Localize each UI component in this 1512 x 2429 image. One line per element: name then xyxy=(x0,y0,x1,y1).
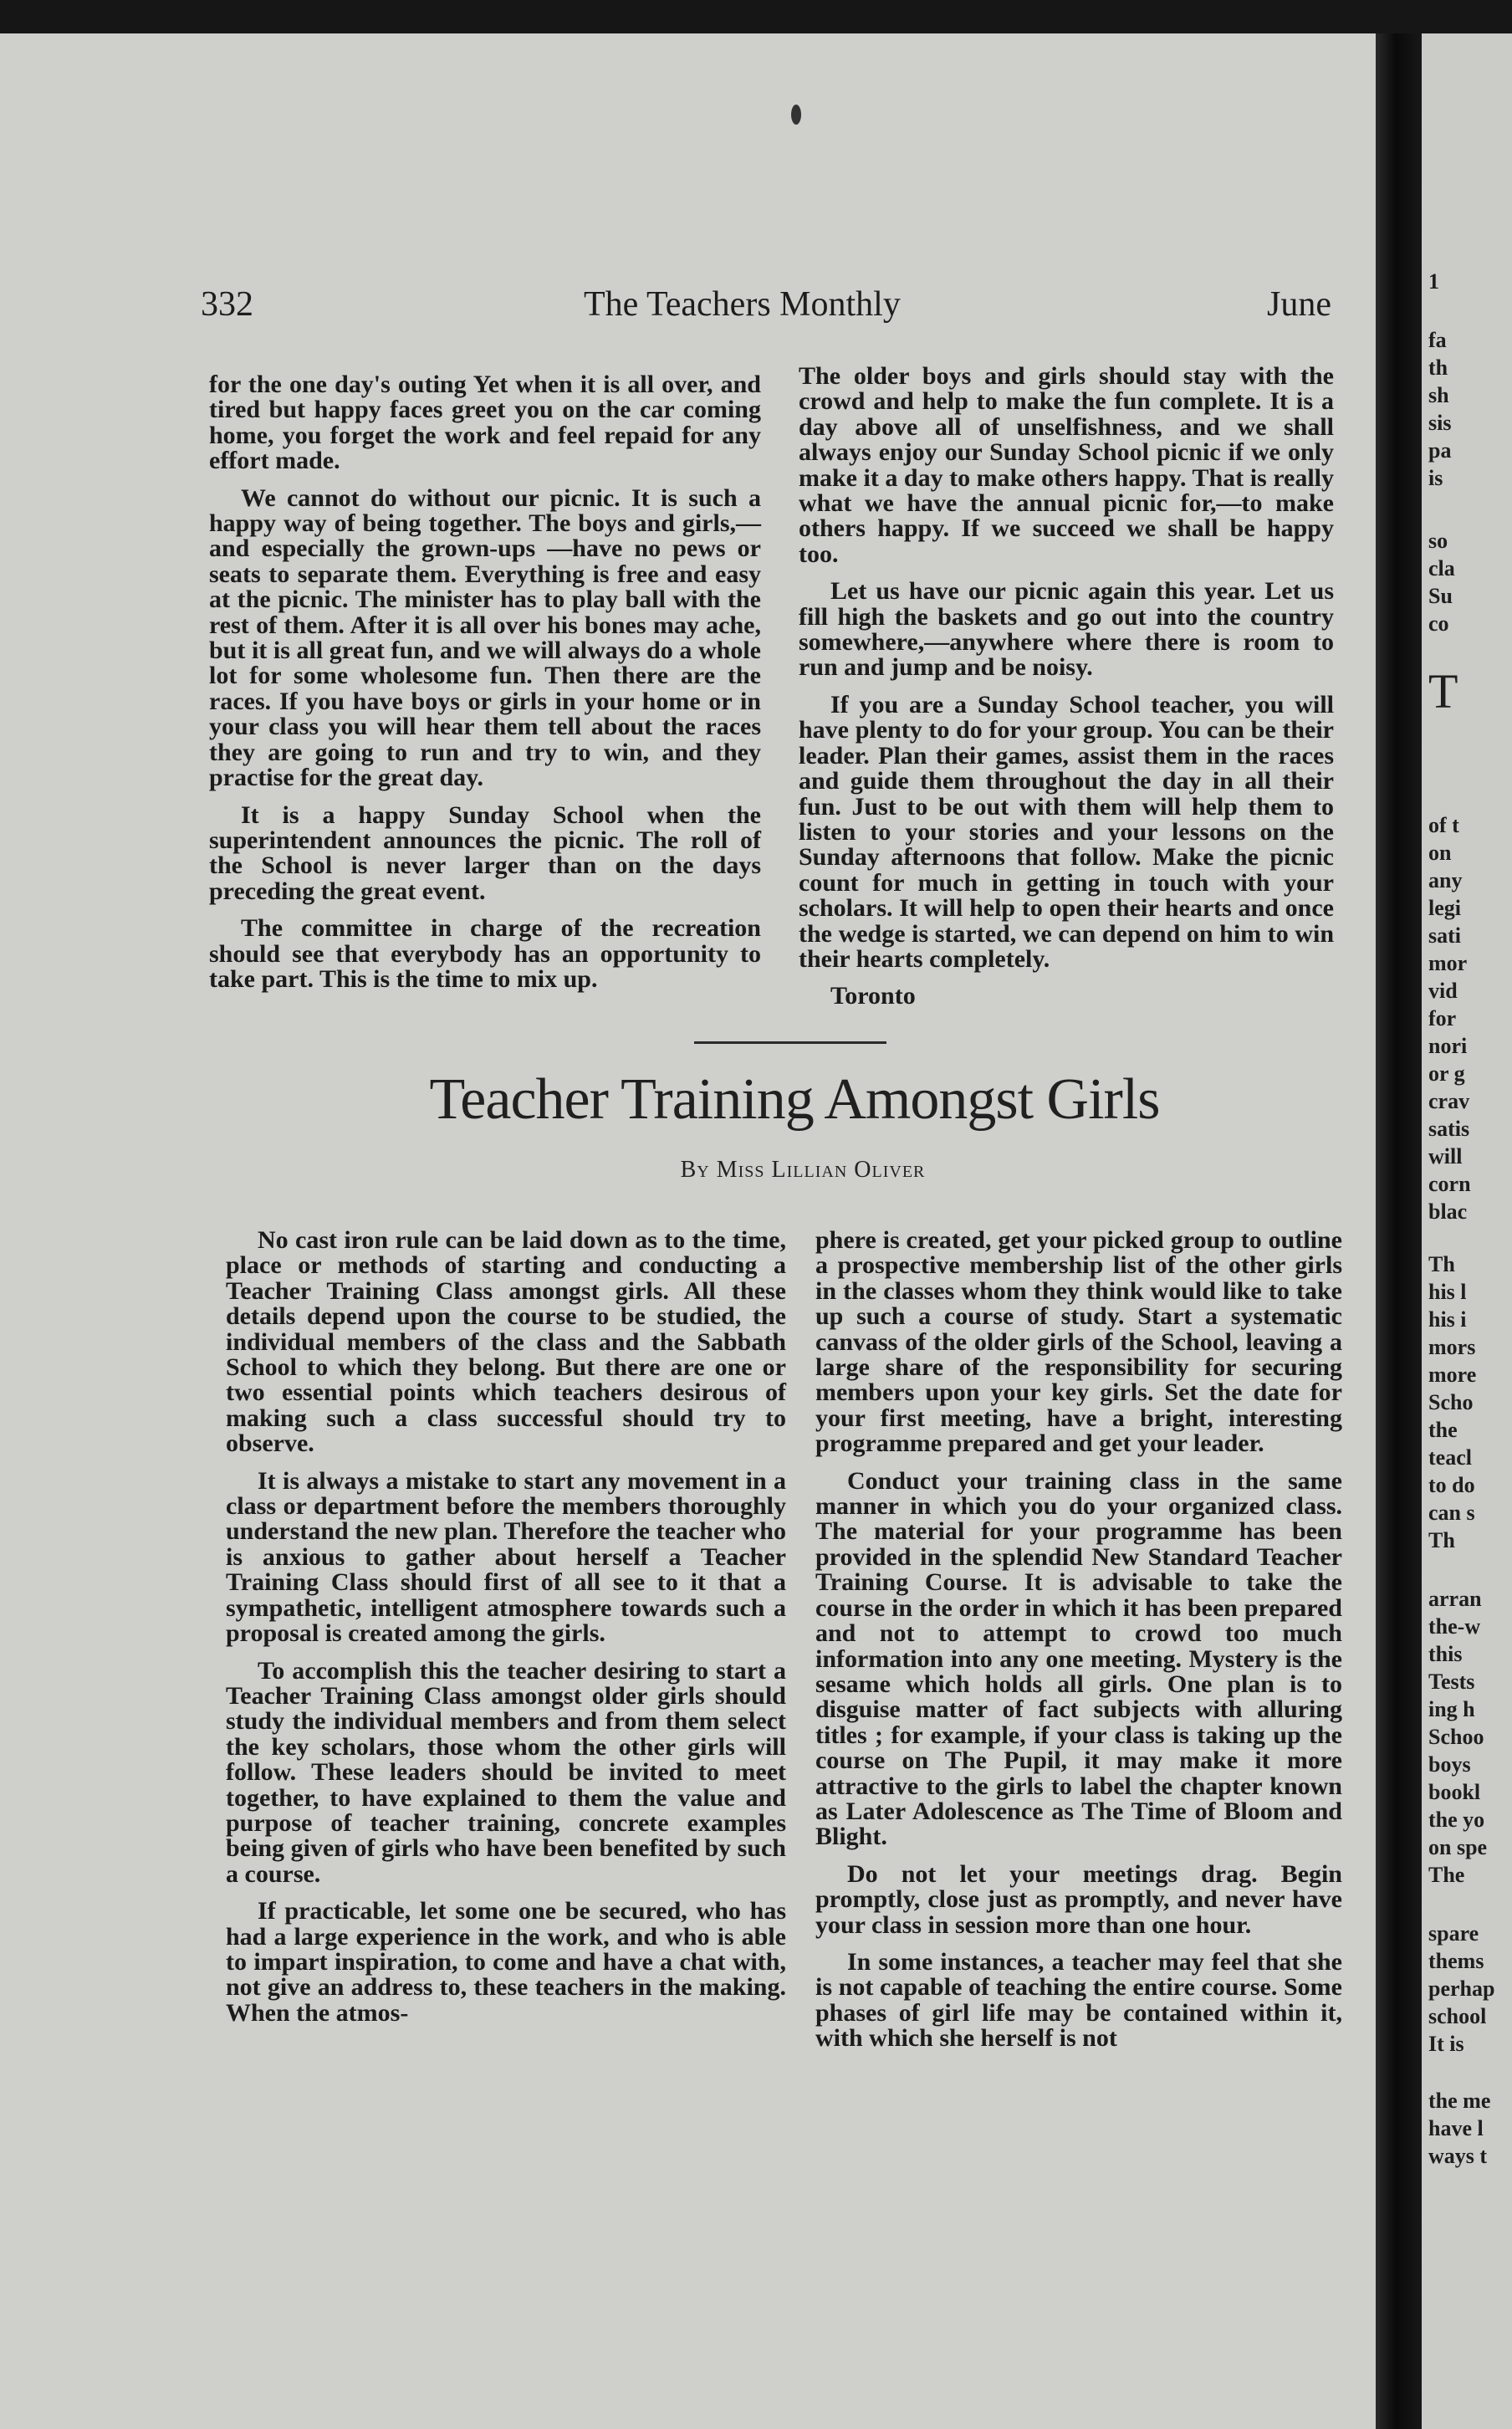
paragraph: It is always a mistake to start any movement in a class or department before the members thoroughly understand the new plan. Therefore the teacher who is anxious to gather about herself a Teacher Training Class should first of all see to it that a sympathetic, intelligent atmosphere towards such a proposal is created among the girls. xyxy=(226,1466,786,1648)
next-page-text-fragment: 1 xyxy=(1428,269,1439,294)
paragraph: If practicable, let some one be secured, who has had a large experience in the work, and who is able to impart inspiration, to come and have a chat with, not give an address to, these teachers in the making. When the atmos- xyxy=(226,1897,786,2027)
next-page-text-fragment: cla xyxy=(1428,556,1455,580)
next-page-text-fragment: to do xyxy=(1428,1473,1475,1497)
next-page-text-fragment: vid xyxy=(1428,979,1458,1003)
paragraph: Do not let your meetings drag. Begin promptly, close just as promptly, and never have your class in session more than one hour. xyxy=(815,1859,1342,1939)
signoff-location: Toronto xyxy=(830,982,916,1010)
next-page-text-fragment: Th xyxy=(1428,1528,1455,1552)
next-page-text-fragment: bookl xyxy=(1428,1780,1481,1804)
article-byline: By Miss Lillian Oliver xyxy=(680,1157,926,1183)
paragraph: The committee in charge of the recreation should see that everybody has an opportunity to take part. This is the time to mix up. xyxy=(209,914,761,993)
next-page-text-fragment: T xyxy=(1428,664,1458,718)
next-page-text-fragment: ways t xyxy=(1428,2144,1488,2168)
next-page-text-fragment: will xyxy=(1428,1144,1463,1168)
page-number: 332 xyxy=(201,285,253,324)
next-page-text-fragment: more xyxy=(1428,1363,1477,1387)
next-page-text-fragment: mor xyxy=(1428,951,1468,975)
next-page-text-fragment: co xyxy=(1428,611,1449,636)
next-page-text-fragment: is xyxy=(1428,466,1443,490)
next-page-text-fragment: the me xyxy=(1428,2089,1491,2113)
next-page-text-fragment: for xyxy=(1428,1006,1457,1030)
next-page-text-fragment: the yo xyxy=(1428,1808,1485,1832)
next-page-text-fragment: mors xyxy=(1428,1335,1476,1359)
next-page-text-fragment: pa xyxy=(1428,438,1452,463)
next-page-text-fragment: have l xyxy=(1428,2116,1484,2140)
next-page-text-fragment: crav xyxy=(1428,1089,1470,1113)
paragraph: for the one day's outing Yet when it is all over, and tired but happy faces greet you on the car coming home, you forget the work and feel repaid for any effort made. xyxy=(209,371,761,475)
next-page-text-fragment: or g xyxy=(1428,1061,1465,1086)
paragraph: No cast iron rule can be laid down as to the time, place or methods of starting and conducting a Teacher Training Class amongst girls. All these details depend upon the course to be studied, the individual members of the class and the Sabbath School to which they belong. But there are one or two essential points which teachers desirous of making such a class successful should try to observe. xyxy=(226,1226,786,1458)
next-page-text-fragment: Th xyxy=(1428,1252,1455,1276)
next-page-text-fragment: sis xyxy=(1428,411,1452,435)
article-left-column xyxy=(226,1228,786,2038)
next-page-text-fragment: Schoo xyxy=(1428,1725,1484,1749)
top-right-column xyxy=(799,364,1334,1021)
paragraph: To accomplish this the teacher desiring to start a Teacher Training Class amongst older girls should study the individual members and from them select the key scholars, those whom the other girls will follow. These leaders should be invited to meet together, to have explained to them the value and purpose of teacher training, concrete examples being given of girls who have been benefited by such a course. xyxy=(226,1656,786,1888)
next-page-text-fragment: Tests xyxy=(1428,1670,1475,1694)
next-page-text-fragment: ing h xyxy=(1428,1697,1475,1721)
next-page-text-fragment: blac xyxy=(1428,1199,1468,1224)
paragraph: The older boys and girls should stay with the crowd and help to make the fun complete. It is a day above all of unselfishness, and we shall always enjoy our Sunday School picnic if we only make it a day to make others happy. That is really what we have the annual picnic for,—to make others happy. If we succeed we shall be happy too. xyxy=(799,362,1334,568)
next-page-text-fragment: the xyxy=(1428,1418,1458,1442)
next-page-text-fragment: corn xyxy=(1428,1172,1471,1196)
book-page xyxy=(0,33,1388,2429)
paragraph: It is a happy Sunday School when the superintendent announces the picnic. The roll of the School is never larger than on the days preceding the great event. xyxy=(209,800,761,905)
next-page-text-fragment: any xyxy=(1428,868,1463,892)
page-gutter xyxy=(1376,33,1426,2429)
next-page-text-fragment: on spe xyxy=(1428,1835,1488,1859)
paragraph: Let us have our picnic again this year. Let us fill high the baskets and go out into the country somewhere,—anywhere where there is room to run and jump and be noisy. xyxy=(799,577,1334,682)
next-page-text-fragment: sh xyxy=(1428,383,1449,407)
next-page-text-fragment: satis xyxy=(1428,1117,1470,1141)
next-page-text-fragment: sati xyxy=(1428,923,1461,948)
next-page-text-fragment: his l xyxy=(1428,1280,1467,1304)
next-page-text-fragment: Scho xyxy=(1428,1390,1474,1414)
next-page-text-fragment: boys xyxy=(1428,1752,1471,1777)
paragraph: In some instances, a teacher may feel that she is not capable of teaching the entire course. Some phases of girl life may be contained within it, with which she herself is not xyxy=(815,1947,1342,2053)
next-page-text-fragment: fa xyxy=(1428,328,1447,352)
next-page-text-fragment: perhap xyxy=(1428,1976,1495,2001)
ink-speck xyxy=(791,105,801,125)
running-month: June xyxy=(1267,285,1331,324)
paragraph: We cannot do without our picnic. It is such a happy way of being together. The boys and girls,—and especially the grown-ups —have no pews or seats to separate them. Everything is free and easy at the picnic. The minister has to play ball with the rest of them. After it is all over his bones may ache, but it is all great fun, and we will always do a whole lot for some wholesome fun. Then there are the races. If you have boys or girls in your home or in your class you will hear them tell about the races they are going to run and try to win, and they practise for the great day. xyxy=(209,483,761,792)
next-page-text-fragment: arran xyxy=(1428,1587,1482,1611)
next-page-text-fragment: this xyxy=(1428,1642,1463,1666)
next-page-text-fragment: nori xyxy=(1428,1034,1468,1058)
next-page-text-fragment: of t xyxy=(1428,813,1459,837)
next-page-text-fragment: thems xyxy=(1428,1949,1484,1973)
next-page-text-fragment: legi xyxy=(1428,896,1461,920)
paragraph: phere is created, get your picked group to outline a prospective membership list of the other girls in the classes whom they think would like to take up such a course of study. Start a systematic canvass of the older girls of the School, leaving a large share of the responsibility for securing members upon your key girls. Set the date for your first meeting, have a bright, interesting programme prepared and get your leader. xyxy=(815,1226,1342,1458)
next-page-text-fragment: so xyxy=(1428,529,1448,553)
next-page-text-fragment: his i xyxy=(1428,1307,1467,1332)
next-page-text-fragment: The xyxy=(1428,1863,1465,1887)
next-page-text-fragment: teacl xyxy=(1428,1445,1472,1470)
article-right-column xyxy=(815,1228,1342,2063)
top-left-column xyxy=(209,372,761,1004)
article-title: Teacher Training Amongst Girls xyxy=(429,1067,1160,1132)
next-page-text-fragment: on xyxy=(1428,841,1452,865)
next-page-text-fragment: the-w xyxy=(1428,1614,1481,1639)
next-page-text-fragment: Su xyxy=(1428,584,1453,608)
section-divider xyxy=(694,1041,886,1044)
running-title: The Teachers Monthly xyxy=(584,285,901,324)
paragraph: Conduct your training class in the same manner in which you do your organized class. The material for your programme has been provided in the splendid New Standard Teacher Training Course. It is advisable to take the course in the order in which it has been prepared and not to attempt to crowd too much information into any one meeting. Mystery is the sesame which holds all girls. One plan is to disguise matter of fact subjects with alluring titles ; for example, if your class is taking up the course on The Pupil, it may make it more attractive to the girls to label the chapter known as Later Adolescence as The Time of Bloom and Blight. xyxy=(815,1466,1342,1851)
next-page-text-fragment: school xyxy=(1428,2004,1487,2028)
next-page-text-fragment: th xyxy=(1428,355,1448,380)
next-page-text-fragment: spare xyxy=(1428,1921,1479,1946)
next-page-text-fragment: can s xyxy=(1428,1501,1475,1525)
next-page-text-fragment: It is xyxy=(1428,2032,1464,2056)
next-page-edge xyxy=(1422,33,1512,2429)
paragraph: If you are a Sunday School teacher, you will have plenty to do for your group. You can be their leader. Plan their games, assist them in the races and guide them throughout the day in all their fun. Just to be out with them will help them to listen to your stories and your lessons on the Sunday afternoons that follow. Make the picnic count for much in getting in touch with your scholars. It will help to open their hearts and once the wedge is started, we can depend on him to win their hearts completely. xyxy=(799,690,1334,973)
